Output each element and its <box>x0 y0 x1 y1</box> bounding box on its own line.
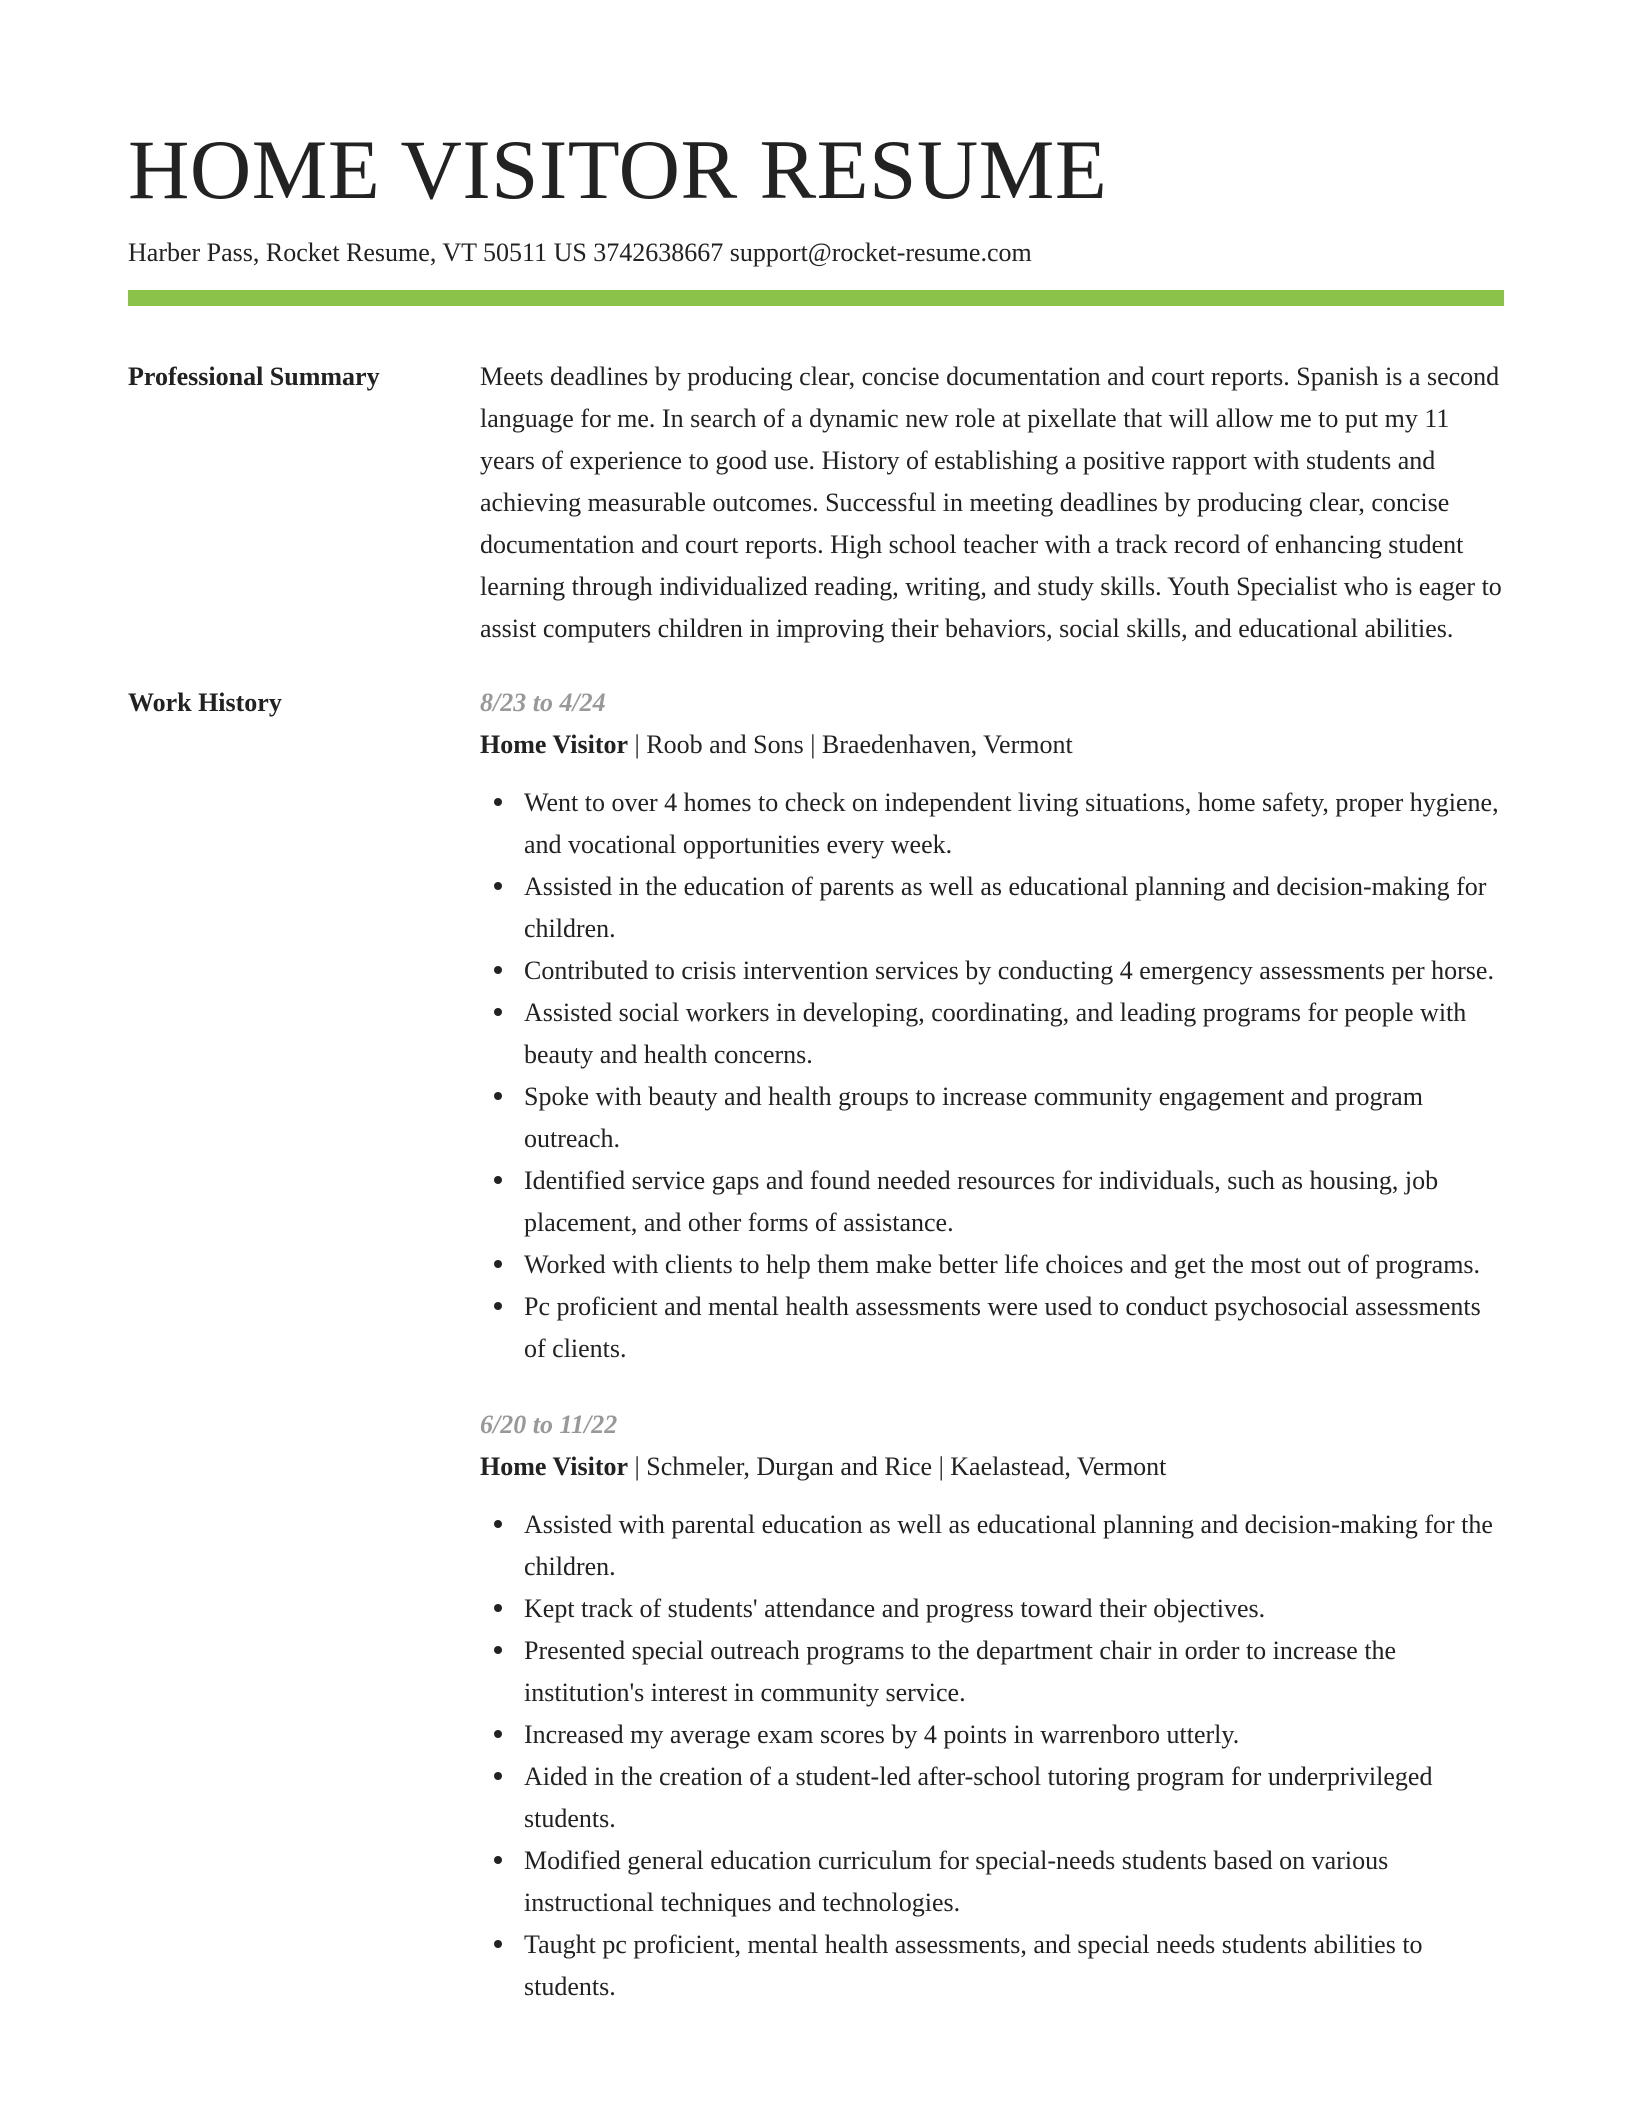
job-dates: 8/23 to 4/24 <box>480 688 606 717</box>
job-bullet <box>524 1756 1504 1840</box>
bullet-dot-icon <box>494 798 502 806</box>
job-bullet <box>524 1244 1504 1286</box>
job-title: Home Visitor <box>480 1452 629 1481</box>
resume-title: HOME VISITOR RESUME <box>128 123 1108 217</box>
job-bullet <box>524 782 1504 866</box>
bullet-dot-icon <box>494 1646 502 1654</box>
job-bullet <box>524 866 1504 950</box>
job-bullet <box>524 1924 1504 2008</box>
job-bullet-text: Pc proficient and mental health assessments were used to conduct psychosocial assessments of clients. <box>524 1292 1481 1363</box>
bullet-dot-icon <box>494 882 502 890</box>
job-bullet <box>524 992 1504 1076</box>
section-label-summary: Professional Summary <box>128 362 380 391</box>
bullet-dot-icon <box>494 1604 502 1612</box>
bullet-dot-icon <box>494 1176 502 1184</box>
job-bullet-text: Contributed to crisis intervention services by conducting 4 emergency assessments per horse. <box>524 956 1494 985</box>
job-bullet <box>524 1076 1504 1160</box>
job-bullet <box>524 1160 1504 1244</box>
job-entry <box>480 1404 1504 2008</box>
job-entry <box>480 682 1504 1370</box>
job-bullet-text: Kept track of students' attendance and progress toward their objectives. <box>524 1594 1266 1623</box>
bullet-dot-icon <box>494 1260 502 1268</box>
job-bullet-text: Presented special outreach programs to the department chair in order to increase the institution's interest in community service. <box>524 1636 1397 1707</box>
job-bullet <box>524 1286 1504 1370</box>
job-bullet <box>524 1840 1504 1924</box>
professional-summary-section <box>128 356 1504 650</box>
job-bullet-text: Modified general education curriculum for special-needs students based on various instructional techniques and technologies. <box>524 1846 1389 1917</box>
job-bullet-list <box>480 1504 1504 2008</box>
job-title: Home Visitor <box>480 730 629 759</box>
bullet-dot-icon <box>494 1008 502 1016</box>
job-bullet <box>524 1588 1504 1630</box>
job-bullet <box>524 1714 1504 1756</box>
job-bullet <box>524 950 1504 992</box>
bullet-dot-icon <box>494 966 502 974</box>
job-bullet-text: Increased my average exam scores by 4 points in warrenboro utterly. <box>524 1720 1240 1749</box>
work-history-body <box>480 682 1504 2008</box>
header-divider <box>128 290 1504 306</box>
job-employer-location: | Schmeler, Durgan and Rice | Kaelastead, Vermont <box>628 1452 1167 1481</box>
job-bullet-text: Aided in the creation of a student-led after-school tutoring program for underprivileged students. <box>524 1762 1433 1833</box>
resume-page <box>128 0 1504 2008</box>
summary-body <box>480 356 1504 650</box>
job-bullet-text: Spoke with beauty and health groups to increase community engagement and program outreach. <box>524 1082 1423 1153</box>
summary-text: Meets deadlines by producing clear, concise documentation and court reports. Spanish is a second language for me. In search of a dynamic new role at pixellate that will allow me to put my 11 years of experience to good use. History of establishing a positive rapport with students and achieving measurable outcomes. Successful in meeting deadlines by producing clear, concise documentation and court reports. High school teacher with a track record of enhancing student learning through individualized reading, writing, and study skills. Youth Specialist who is eager to assist computers children in improving their behaviors, social skills, and educational abilities. <box>480 362 1502 643</box>
bullet-dot-icon <box>494 1092 502 1100</box>
job-bullet-text: Worked with clients to help them make better life choices and get the most out of programs. <box>524 1250 1481 1279</box>
contact-info: Harber Pass, Rocket Resume, VT 50511 US 3742638667 support@rocket-resume.com <box>128 238 1032 267</box>
section-label-work-history: Work History <box>128 688 282 717</box>
bullet-dot-icon <box>494 1856 502 1864</box>
job-bullet-list <box>480 782 1504 1370</box>
job-bullet-text: Assisted with parental education as well as educational planning and decision-making for the children. <box>524 1510 1493 1581</box>
job-bullet <box>524 1504 1504 1588</box>
bullet-dot-icon <box>494 1302 502 1310</box>
bullet-dot-icon <box>494 1772 502 1780</box>
job-heading <box>480 1446 1504 1488</box>
bullet-dot-icon <box>494 1940 502 1948</box>
job-bullet <box>524 1630 1504 1714</box>
job-dates: 6/20 to 11/22 <box>480 1410 618 1439</box>
bullet-dot-icon <box>494 1730 502 1738</box>
job-bullet-text: Identified service gaps and found needed resources for individuals, such as housing, job placement, and other forms of assistance. <box>524 1166 1439 1237</box>
job-bullet-text: Assisted in the education of parents as well as educational planning and decision-making for children. <box>524 872 1487 943</box>
work-history-section <box>128 682 1504 2008</box>
job-heading <box>480 724 1504 766</box>
job-bullet-text: Assisted social workers in developing, coordinating, and leading programs for people with beauty and health concerns. <box>524 998 1467 1069</box>
job-employer-location: | Roob and Sons | Braedenhaven, Vermont <box>628 730 1073 759</box>
job-bullet-text: Went to over 4 homes to check on independent living situations, home safety, proper hygiene, and vocational opportunities every week. <box>524 788 1499 859</box>
job-bullet-text: Taught pc proficient, mental health assessments, and special needs students abilities to students. <box>524 1930 1423 2001</box>
bullet-dot-icon <box>494 1520 502 1528</box>
